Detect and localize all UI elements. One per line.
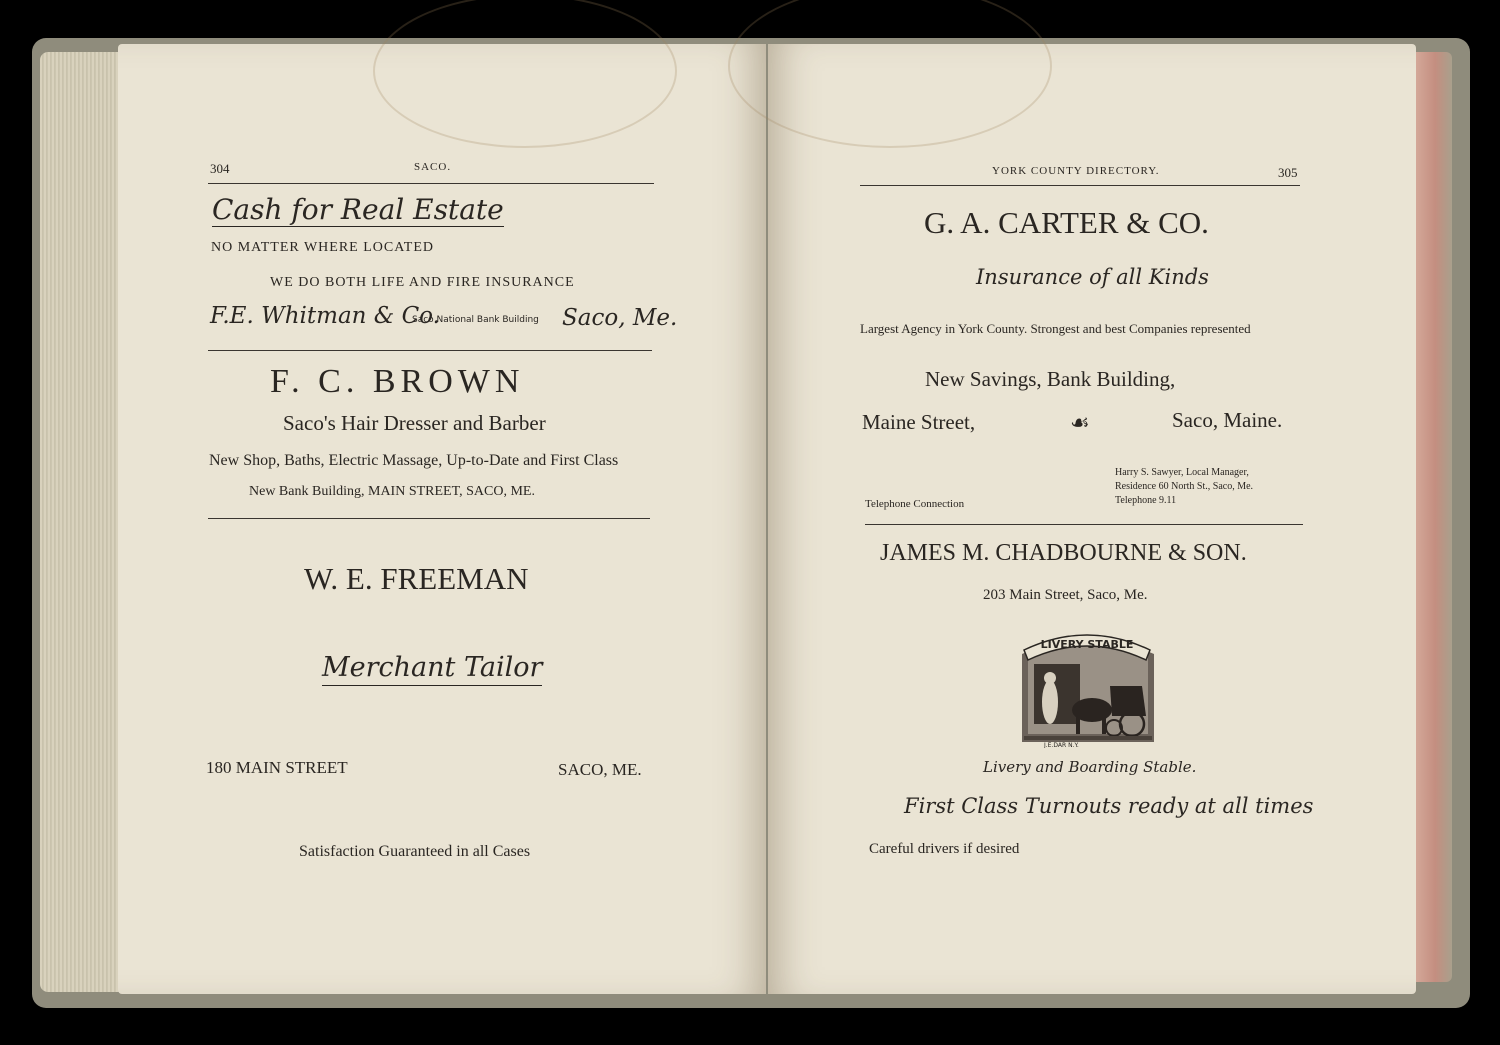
carter-name: G. A. CARTER & CO. [924,205,1209,240]
engraver-mark: J.E.DAR N.Y. [1044,742,1079,748]
freeman-street: 180 MAIN STREET [206,758,348,777]
chadbourne-name: JAMES M. CHADBOURNE & SON. [880,540,1247,566]
running-head-right: YORK COUNTY DIRECTORY. [992,165,1160,177]
carter-street: Maine Street, [862,410,976,434]
brown-services: New Shop, Baths, Electric Massage, Up-to-Date and First Class [209,452,619,469]
whitman-address: Saco National Bank Building [412,315,539,325]
carter-address-line1: New Savings, Bank Building, [925,367,1176,391]
whitman-firm: F.E. Whitman & Co. [210,303,440,329]
right-page [768,44,1416,994]
freeman-trade: Merchant Tailor [322,654,542,686]
freeman-city: SACO, ME. [558,760,642,779]
carter-city: Saco, Maine. [1172,408,1283,432]
water-stain [373,0,677,148]
water-stain [728,0,1052,148]
ornament-icon: ☙ [1070,410,1090,435]
carter-manager-phone: Telephone 9.11 [1115,495,1177,506]
freeman-name: W. E. FREEMAN [304,561,529,596]
sign-text: LIVERY STABLE [1040,638,1134,651]
chadbourne-address: 203 Main Street, Saco, Me. [983,587,1148,603]
ad-divider-2 [208,518,650,519]
carter-manager: Harry S. Sawyer, Local Manager, [1115,467,1249,478]
real-estate-headline: Cash for Real Estate [212,193,504,226]
page-number-left: 304 [210,161,230,176]
brown-tagline: Saco's Hair Dresser and Barber [283,411,546,435]
carter-residence: Residence 60 North St., Saco, Me. [1115,481,1254,492]
brown-address: New Bank Building, MAIN STREET, SACO, ME. [249,484,535,499]
carter-telephone: Telephone Connection [865,498,965,510]
livery-stable-engraving [1014,624,1160,748]
page-edges-right [1410,52,1452,982]
chadbourne-note: Careful drivers if desired [869,841,1020,857]
real-estate-subhead: NO MATTER WHERE LOCATED [211,240,435,255]
ad-divider-1 [208,350,652,351]
insurance-line: WE DO BOTH LIFE AND FIRE INSURANCE [270,275,575,290]
freeman-guarantee: Satisfaction Guaranteed in all Cases [299,843,531,860]
chadbourne-kind: Livery and Boarding Stable. [983,758,1197,776]
chadbourne-slogan: First Class Turnouts ready at all times [904,794,1314,818]
ad-divider-3 [865,524,1303,525]
carter-tagline: Insurance of all Kinds [976,265,1209,289]
page-number-right: 305 [1278,165,1298,180]
running-head-left: SACO. [414,161,452,173]
page-edges-left [40,52,122,992]
whitman-city: Saco, Me. [562,305,678,331]
carter-claim: Largest Agency in York County. Strongest and best Companies represented [860,321,1251,336]
brown-name: F. C. BROWN [270,363,525,400]
header-rule-right [860,185,1300,186]
header-rule-left [208,183,654,184]
